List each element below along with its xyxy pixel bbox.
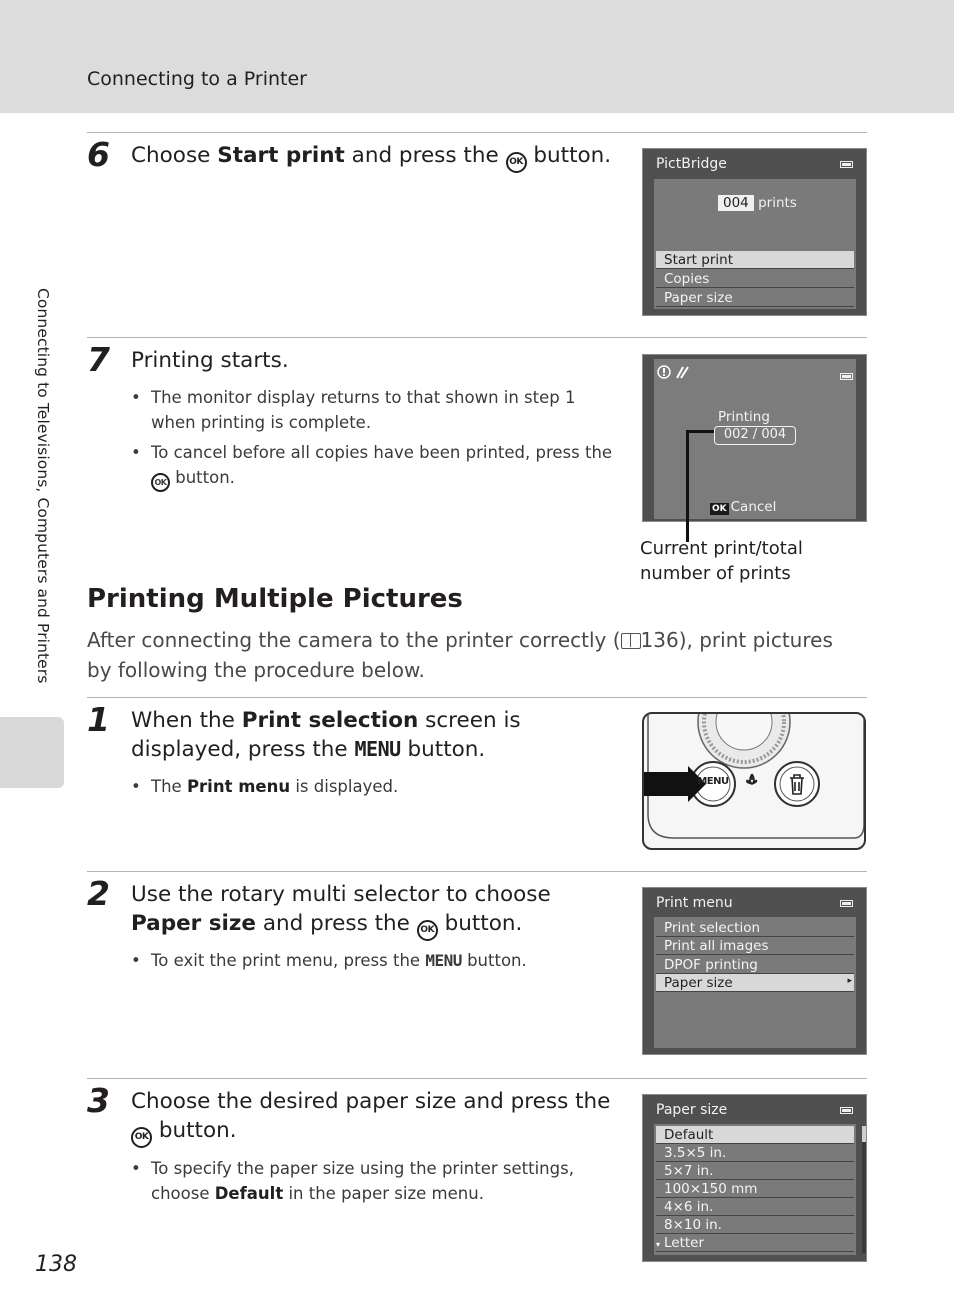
ok-button-icon: OK xyxy=(151,473,170,492)
divider xyxy=(87,1078,867,1079)
page-number: 138 xyxy=(35,1252,77,1277)
divider xyxy=(87,871,867,872)
side-chapter-label: Connecting to Televisions, Computers and Printers xyxy=(34,288,52,684)
screen-title: PictBridge xyxy=(656,156,727,172)
step-3-title: Choose the desired paper size and press the OK button. xyxy=(131,1087,621,1148)
menu-item-dpof-printing[interactable]: DPOF printing xyxy=(656,956,854,974)
menu-item-start-print[interactable]: Start print xyxy=(656,251,854,269)
screen-title: Print menu xyxy=(656,895,733,911)
copies-readout xyxy=(718,195,797,211)
paper-size-screen xyxy=(642,1094,867,1262)
menu-item-8x10[interactable]: 8×10 in. xyxy=(656,1216,854,1234)
step-number: 6 xyxy=(87,135,110,174)
scroll-down-icon: ▾ xyxy=(656,1240,661,1249)
step-2-bullet: • To exit the print menu, press the MENU button. xyxy=(131,948,611,973)
screen-body xyxy=(654,1124,856,1255)
screen-body xyxy=(654,359,856,519)
printing-screen xyxy=(642,354,867,522)
divider xyxy=(87,132,867,133)
ok-badge-icon: OK xyxy=(712,504,727,514)
callout-line xyxy=(686,432,689,542)
pictbridge-screen xyxy=(642,148,867,316)
step-1-title: When the Print selection screen is displayed, press the MENU button. xyxy=(131,708,521,762)
menu-item-default[interactable]: Default xyxy=(656,1126,854,1144)
screen-title: Paper size xyxy=(656,1102,728,1118)
battery-icon xyxy=(840,900,853,907)
menu-item-letter[interactable]: Letter xyxy=(656,1234,854,1252)
ok-button-icon: OK xyxy=(131,1127,152,1148)
step-7-bullet-1: • The monitor display returns to that shown in step 1 when printing is complete. xyxy=(131,385,616,435)
step-number: 2 xyxy=(87,874,110,913)
step-number: 7 xyxy=(87,340,110,379)
menu-item-3-5x5[interactable]: 3.5×5 in. xyxy=(656,1144,854,1162)
battery-icon xyxy=(840,373,853,380)
chevron-right-icon: ▸ xyxy=(847,976,852,986)
scrollbar[interactable] xyxy=(862,1126,866,1253)
header-band xyxy=(0,0,954,113)
menu-item-paper-size[interactable]: Paper size xyxy=(656,974,854,992)
battery-icon xyxy=(840,161,853,168)
step-6-title: Choose Start print and press the OK button. xyxy=(131,141,611,173)
callout-label: Current print/total number of prints xyxy=(640,538,803,584)
camera-back-illustration xyxy=(642,712,866,850)
menu-item-print-selection[interactable]: Print selection xyxy=(656,919,854,937)
copies-value: 004 xyxy=(718,195,754,211)
ok-button-icon: OK xyxy=(417,920,438,941)
screen-body xyxy=(654,179,856,309)
menu-item-4x6[interactable]: 4×6 in. xyxy=(656,1198,854,1216)
step-2-title: Use the rotary multi selector to choose Paper size and press the OK button. xyxy=(131,880,621,941)
divider xyxy=(87,337,867,338)
running-header: Connecting to a Printer xyxy=(87,68,307,90)
printing-status: Printing xyxy=(718,409,770,425)
ok-button-icon: OK xyxy=(506,152,527,173)
section-intro: After connecting the camera to the printer correctly ( 136), print pictures by following the procedure below. xyxy=(87,628,833,682)
cancel-hint: OK Cancel xyxy=(712,499,777,515)
menu-item-copies[interactable]: Copies xyxy=(656,270,854,288)
print-menu-screen xyxy=(642,887,867,1055)
step-7-title: Printing starts. xyxy=(131,348,289,373)
screen-body xyxy=(654,917,856,1048)
menu-item-5x7[interactable]: 5×7 in. xyxy=(656,1162,854,1180)
chapter-tab xyxy=(0,717,64,788)
camera-menu-button-label: MENU xyxy=(697,776,729,787)
step-1-bullet: • The Print menu is displayed. xyxy=(131,774,611,799)
menu-button-glyph: MENU xyxy=(354,737,401,761)
pictbridge-status-icon xyxy=(657,364,693,384)
menu-item-print-all-images[interactable]: Print all images xyxy=(656,937,854,955)
copies-suffix: prints xyxy=(758,195,797,211)
battery-icon xyxy=(840,1107,853,1114)
divider xyxy=(87,697,867,698)
section-title: Printing Multiple Pictures xyxy=(87,584,463,614)
print-counter: 002 / 004 xyxy=(714,426,796,445)
step-7-bullet-2: • To cancel before all copies have been printed, press the OK button. xyxy=(131,440,616,492)
step-number: 3 xyxy=(87,1081,110,1120)
step-number: 1 xyxy=(87,700,110,739)
page-reference-icon xyxy=(621,633,641,649)
menu-button-glyph: MENU xyxy=(425,951,462,970)
step-3-bullet: • To specify the paper size using the printer settings, choose Default in the paper size menu. xyxy=(131,1156,616,1206)
menu-item-paper-size[interactable]: Paper size xyxy=(656,289,854,307)
menu-item-100x150[interactable]: 100×150 mm xyxy=(656,1180,854,1198)
callout-line xyxy=(686,430,714,433)
scrollbar-thumb[interactable] xyxy=(862,1126,866,1142)
